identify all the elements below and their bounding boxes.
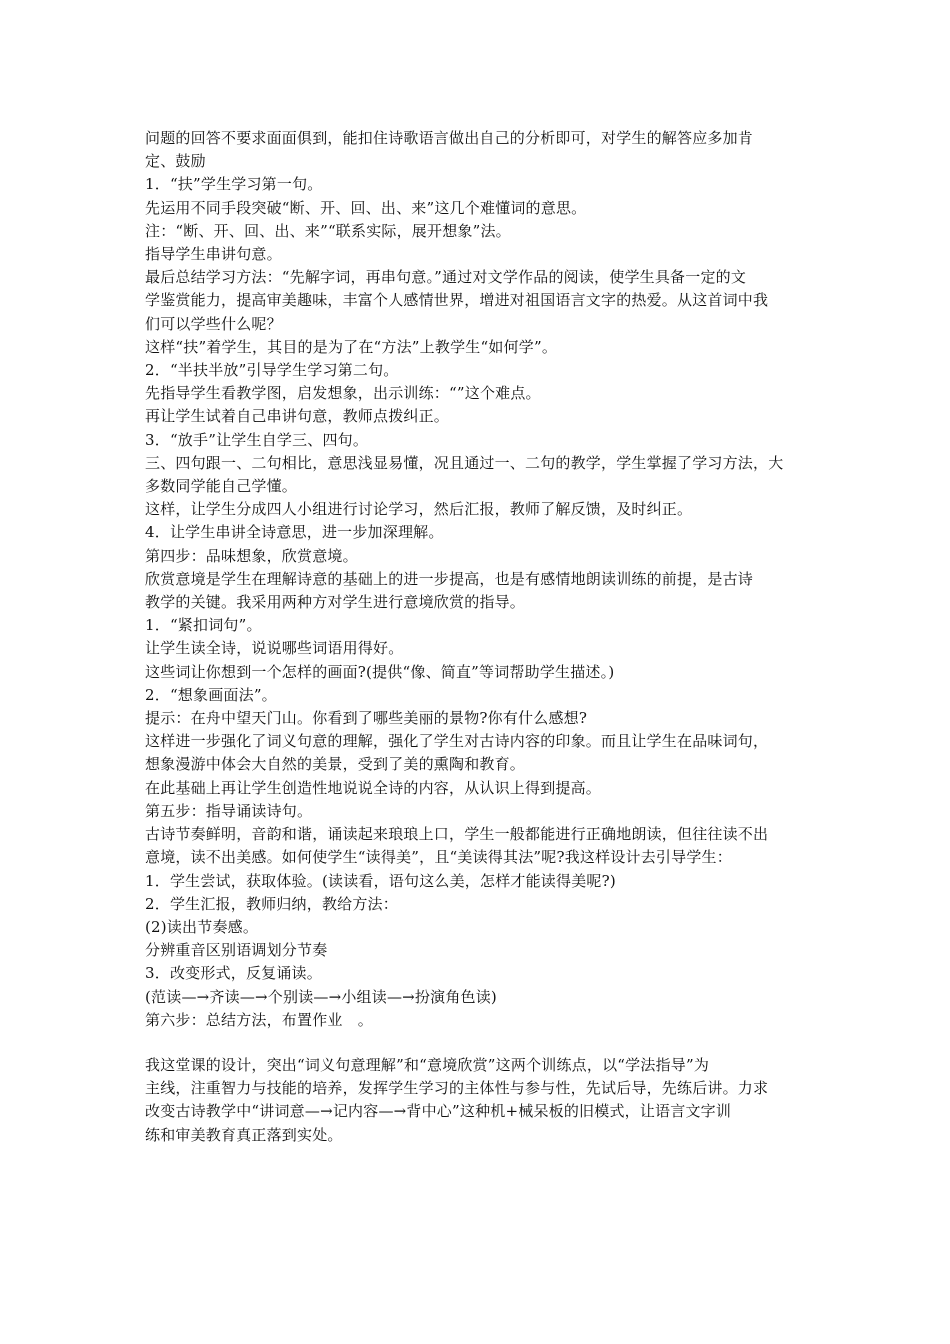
- section-heading: 第四步：品味想象，欣赏意境。: [145, 546, 358, 565]
- paragraph-line: 这样“扶”着学生，其目的是为了在“方法”上教学生“如何学”。: [145, 337, 558, 356]
- summary-line: 我这堂课的设计，突出“词义句意理解”和“意境欣赏”这两个训练点，以“学法指导”为: [145, 1055, 710, 1074]
- summary-line: 改变古诗教学中“讲词意—→记内容—→背中心”这种机+械呆板的旧模式，让语言文字训: [145, 1102, 732, 1121]
- paragraph-line: 问题的回答不要求面面俱到，能扣住诗歌语言做出自己的分析即可，对学生的解答应多加肯: [145, 129, 754, 147]
- paragraph-line: 先指导学生看教学图，启发想象，出示训练：“”这个难点。: [145, 384, 541, 403]
- paragraph-line: 1．“扶”学生学习第一句。: [145, 175, 323, 194]
- paragraph-line: 欣赏意境是学生在理解诗意的基础上的进一步提高，也是有感情地朗读训练的前提，是古诗: [145, 569, 754, 588]
- lesson-plan-body: [145, 127, 815, 1032]
- section-heading: 第六步：总结方法，布置作业 。: [145, 1010, 374, 1029]
- paragraph-line: 这样，让学生分成四人小组进行讨论学习，然后汇报，教师了解反馈，及时纠正。: [145, 500, 693, 519]
- summary-line: 练和审美教育真正落到实处。: [145, 1125, 343, 1144]
- paragraph-line: 这些词让你想到一个怎样的画面?(提供“像、简直”等词帮助学生描述。): [145, 662, 615, 681]
- paragraph-line: 2．“半扶半放”引导学生学习第二句。: [145, 361, 399, 380]
- document-page: [145, 127, 815, 1147]
- paragraph-line: 意境，读不出美感。如何使学生“读得美”，且“美读得其法”呢?我这样设计去引导学生：: [145, 848, 732, 867]
- paragraph-gap: [145, 1032, 815, 1054]
- paragraph-line: 最后总结学习方法：“先解字词，再串句意。”通过对文学作品的阅读，使学生具备一定的文: [145, 268, 747, 287]
- paragraph-line: 先运用不同手段突破“断、开、回、出、来”这几个难懂词的意思。: [145, 198, 587, 217]
- paragraph-line: 们可以学些什么呢？: [145, 314, 282, 333]
- paragraph-line: 古诗节奏鲜明，音韵和谐，诵读起来琅琅上口，学生一般都能进行正确地朗读，但往往读不出: [145, 825, 769, 844]
- paragraph-line: 在此基础上再让学生创造性地说说全诗的内容，从认识上得到提高。: [145, 778, 602, 797]
- paragraph-line: (2)读出节奏感。: [145, 917, 259, 936]
- paragraph-line: 教学的关键。我采用两种方对学生进行意境欣赏的指导。: [145, 593, 526, 612]
- paragraph-line: 1．学生尝试，获取体验。(读读看，语句这么美，怎样才能读得美呢?): [145, 871, 616, 890]
- summary-line: 主线，注重智力与技能的培养，发挥学生学习的主体性与参与性，先试后导，先练后讲。力求: [145, 1079, 769, 1098]
- paragraph-line: 再让学生试着自己串讲句意，教师点拨纠正。: [145, 407, 450, 426]
- paragraph-line: 提示：在舟中望天门山。你看到了哪些美丽的景物?你有什么感想?: [145, 709, 588, 728]
- paragraph-line: 4．让学生串讲全诗意思，进一步加深理解。: [145, 523, 444, 542]
- paragraph-line: 2．学生汇报，教师归纳，教给方法：: [145, 894, 398, 913]
- summary-paragraph: [145, 1054, 815, 1147]
- paragraph-line: 想象漫游中体会大自然的美景，受到了美的熏陶和教育。: [145, 755, 526, 774]
- paragraph-line: 定、鼓励: [145, 152, 206, 171]
- paragraph-line: 3．改变形式，反复诵读。: [145, 964, 322, 983]
- paragraph-line: 分辨重音区别语调划分节奏: [145, 941, 328, 960]
- paragraph-line: 这样进一步强化了词义句意的理解，强化了学生对古诗内容的印象。而且让学生在品味词句，: [145, 732, 769, 751]
- paragraph-line: (范读—→齐读—→个别读—→小组读—→扮演角色读): [145, 987, 497, 1006]
- paragraph-line: 学鉴赏能力，提高审美趣味，丰富个人感情世界，增进对祖国语言文字的热爱。从这首词中我: [145, 291, 769, 310]
- paragraph-line: 注：“断、开、回、出、来”“联系实际，展开想象”法。: [145, 221, 511, 240]
- paragraph-line: 1．“紧扣词句”。: [145, 616, 262, 635]
- section-heading: 第五步：指导诵读诗句。: [145, 801, 313, 820]
- paragraph-line: 多数同学能自己学懂。: [145, 477, 298, 496]
- paragraph-line: 2．“想象画面法”。: [145, 685, 277, 704]
- paragraph-line: 三、四句跟一、二句相比，意思浅显易懂，况且通过一、二句的教学，学生掌握了学习方法，大: [145, 453, 784, 472]
- paragraph-line: 指导学生串讲句意。: [145, 245, 282, 264]
- paragraph-line: 3．“放手”让学生自学三、四句。: [145, 430, 369, 449]
- paragraph-line: 让学生读全诗，说说哪些词语用得好。: [145, 639, 404, 658]
